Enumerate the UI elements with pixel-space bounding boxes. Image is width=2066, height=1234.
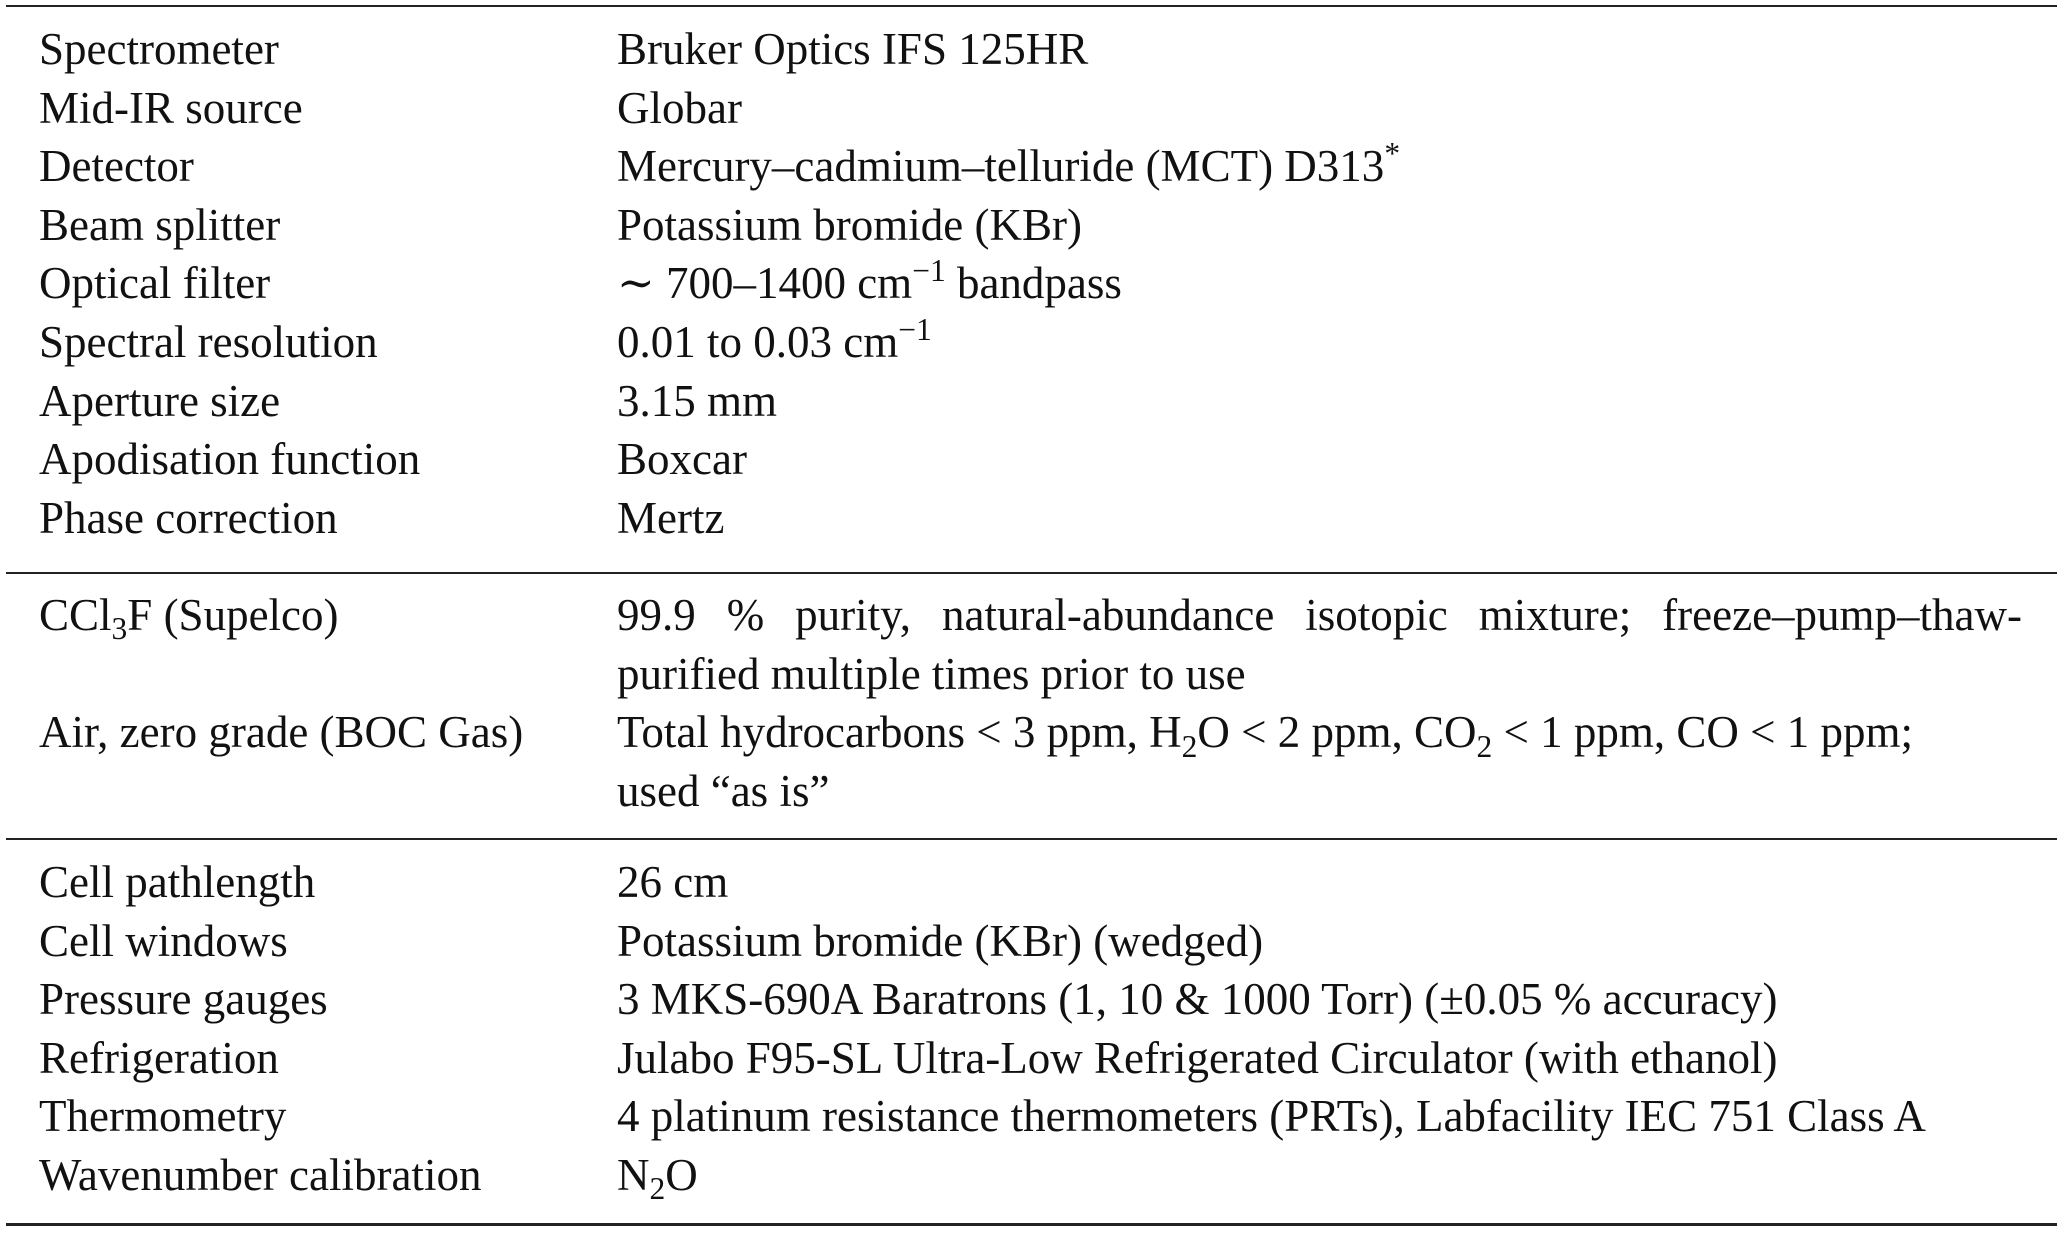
value-line <box>617 703 2022 762</box>
label-text: CCl <box>39 590 112 640</box>
table-row <box>0 20 2066 79</box>
row-label: Cell pathlength <box>39 857 316 907</box>
subscript: 2 <box>1181 728 1198 764</box>
table-row <box>0 430 2066 489</box>
value-text: < 1 ppm, CO < 1 ppm; <box>1492 707 1914 758</box>
section-samples <box>0 586 2066 820</box>
section-instrument <box>0 20 2066 547</box>
row-value: 3.15 mm <box>617 375 778 426</box>
value-text: ∼ 700–1400 cm <box>617 258 913 309</box>
table-row <box>0 489 2066 548</box>
row-value <box>617 703 2022 820</box>
value-text: Total hydrocarbons < 3 ppm, H <box>617 707 1182 758</box>
row-value: Globar <box>617 82 742 133</box>
row-label: Optical filter <box>39 258 271 309</box>
row-value: Boxcar <box>617 434 747 485</box>
exponent: −1 <box>912 253 946 289</box>
row-value: Potassium bromide (KBr) (wedged) <box>617 915 1264 966</box>
row-label: Beam splitter <box>39 199 281 250</box>
row-label: Refrigeration <box>39 1032 279 1083</box>
row-label <box>0 586 617 645</box>
value-text: N <box>617 1149 650 1200</box>
table-row <box>0 196 2066 255</box>
subscript: 2 <box>649 1171 666 1207</box>
section-divider <box>6 572 2057 574</box>
row-value <box>617 137 2022 196</box>
value-text: Mercury–cadmium–telluride (MCT) D313 <box>617 141 1385 192</box>
row-value: Bruker Optics IFS 125HR <box>617 24 1089 74</box>
row-value <box>617 1146 2022 1205</box>
footnote-marker: * <box>1384 135 1401 171</box>
value-line: used “as is” <box>617 765 830 816</box>
table-row <box>0 137 2066 196</box>
subscript: 2 <box>1476 728 1493 764</box>
section-divider <box>6 838 2057 840</box>
row-value: 4 platinum resistance thermometers (PRTs), Labfacility IEC 751 Class A <box>617 1091 1926 1142</box>
row-value: Mertz <box>617 492 725 543</box>
table-row <box>0 586 2066 703</box>
row-value <box>617 313 2022 372</box>
row-value <box>617 586 2022 703</box>
table-row <box>0 1087 2066 1146</box>
table-row <box>0 853 2066 912</box>
row-label: Pressure gauges <box>39 974 328 1025</box>
table-row <box>0 912 2066 971</box>
table-row <box>0 254 2066 313</box>
row-label: Cell windows <box>39 915 288 966</box>
row-label: Wavenumber calibration <box>39 1149 482 1200</box>
section-cell <box>0 853 2066 1205</box>
table-row <box>0 313 2066 372</box>
value-line: 99.9 % purity, natural-abundance isotopic mixture; freeze–pump–thaw- <box>617 590 2022 640</box>
table-row <box>0 1146 2066 1205</box>
table-row <box>0 703 2066 820</box>
table-row <box>0 79 2066 138</box>
value-text: O <box>665 1149 698 1200</box>
table-row <box>0 372 2066 431</box>
row-value <box>617 254 2022 313</box>
row-label: Spectral resolution <box>39 316 378 367</box>
row-label: Thermometry <box>39 1091 287 1142</box>
value-text: O < 2 ppm, CO <box>1197 707 1477 758</box>
label-text: F (Supelco) <box>127 590 339 640</box>
row-value: 3 MKS-690A Baratrons (1, 10 & 1000 Torr) (±0.05 % accuracy) <box>617 974 1778 1025</box>
row-label: Phase correction <box>39 492 338 543</box>
exponent: −1 <box>898 311 932 347</box>
row-label: Air, zero grade (BOC Gas) <box>39 707 524 758</box>
row-label: Aperture size <box>39 375 281 426</box>
row-value: 26 cm <box>617 857 729 907</box>
table-row <box>0 970 2066 1029</box>
value-text: bandpass <box>945 258 1122 309</box>
row-value: Julabo F95-SL Ultra-Low Refrigerated Circulator (with ethanol) <box>617 1032 1778 1083</box>
row-label: Spectrometer <box>39 24 279 74</box>
top-rule <box>6 5 2057 7</box>
row-label: Detector <box>39 141 194 192</box>
row-value: Potassium bromide (KBr) <box>617 199 1082 250</box>
subscript: 3 <box>111 611 128 647</box>
bottom-rule <box>6 1223 2057 1226</box>
row-label: Apodisation function <box>39 434 421 485</box>
value-text: 0.01 to 0.03 cm <box>617 316 899 367</box>
table-row <box>0 1029 2066 1088</box>
row-label: Mid-IR source <box>39 82 303 133</box>
value-line: purified multiple times prior to use <box>617 648 1246 699</box>
